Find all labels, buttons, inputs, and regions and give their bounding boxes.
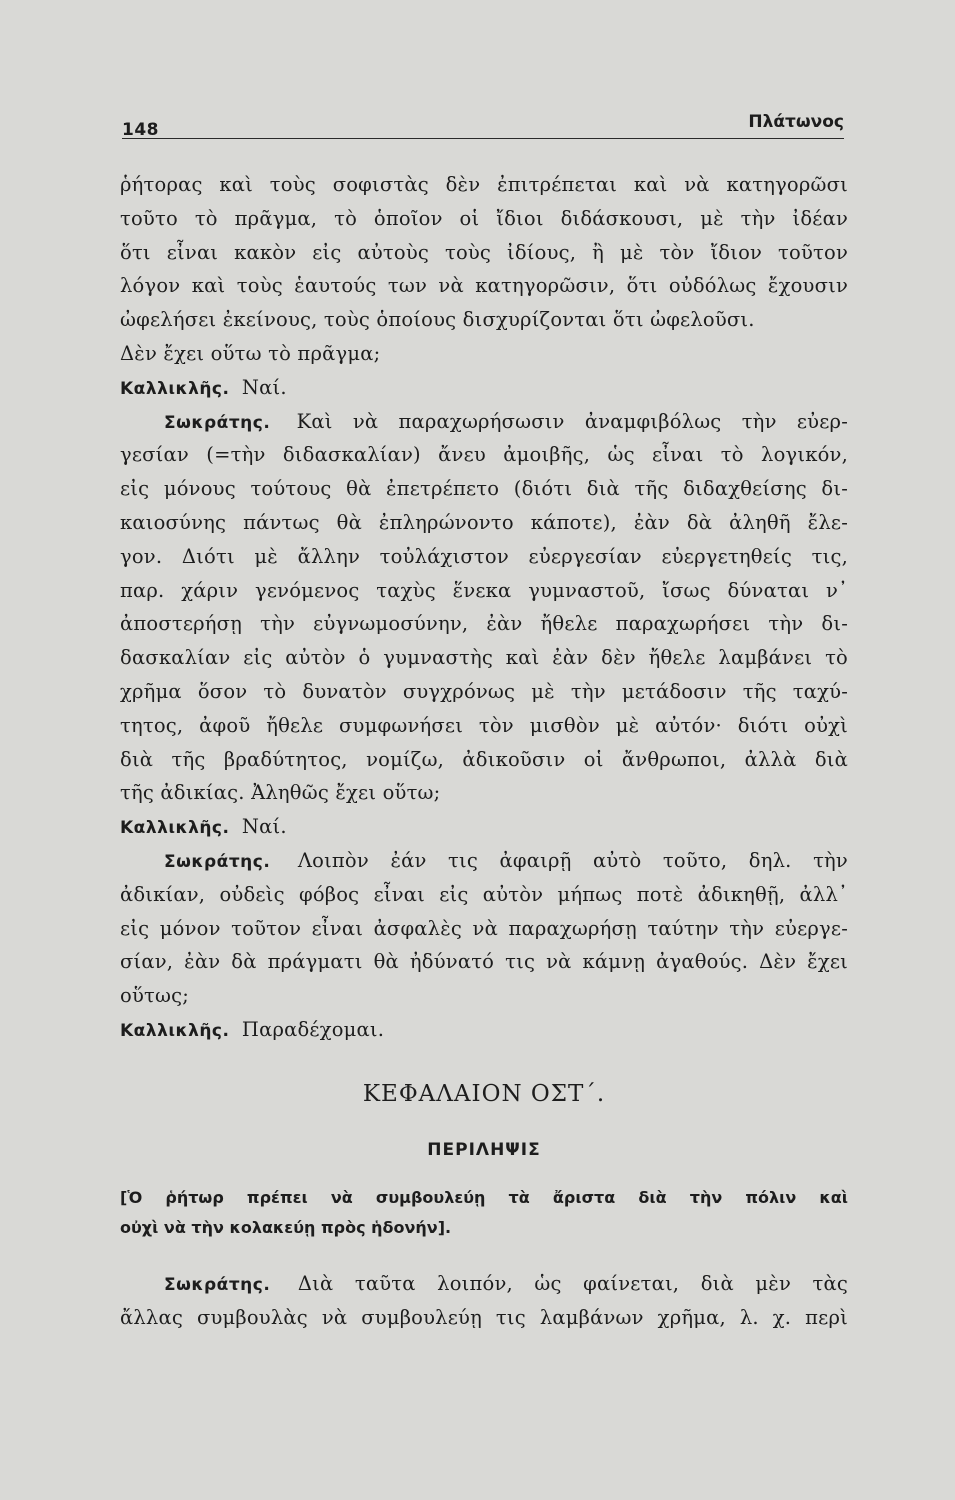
speaker-name: Καλλικλῆς. [120,1020,230,1041]
summary-title: ΠΕΡΙΛΗΨΙΣ [427,1139,541,1160]
text-line: ἄλλας συμβουλὰς νὰ συμβουλεύῃ τις λαμβάνων χρῆμα, λ. χ. περὶ [120,1305,848,1329]
summary-line: [Ὁ ῥήτωρ πρέπει νὰ συμβουλεύῃ τὰ ἄριστα διὰ τὴν πόλιν καὶ [120,1187,848,1207]
text-line: τητος, ἀφοῦ ἤθελε συμφωνήσει τὸν μισθὸν μὲ αὐτόν· διότι οὐχὶ [120,713,848,737]
summary-line: οὐχὶ νὰ τὴν κολακεύῃ πρὸς ἡδονήν]. [120,1217,452,1237]
text-line: ὅτι εἶναι κακὸν εἰς αὐτοὺς τοὺς ἰδίους, ἢ μὲ τὸν ἴδιον τοῦτον [120,240,848,264]
speech-text: Ναί. [241,815,287,839]
speech-text: Διὰ ταῦτα λοιπόν, ὡς φαίνεται, διὰ μὲν τὰς [297,1271,848,1295]
page-header [122,104,844,139]
text-line: οὕτως; [120,984,189,1008]
text-line: σίαν, ἐὰν δὰ πράγματι θὰ ἠδύνατό τις νὰ κάμνῃ ἀγαθούς. Δὲν ἔχει [120,950,848,974]
speech-text: Καὶ νὰ παραχωρήσωσιν ἀναμφιβόλως τὴν εὐερ- [296,409,848,433]
speaker-name: Καλλικλῆς. [120,818,230,839]
chapter-title: ΚΕΦΑΛΑΙΟΝ ΟΣΤ΄. [362,1080,606,1107]
speech-text: Λοιπὸν ἐάν τις ἀφαιρῇ αὐτὸ τοῦτο, δηλ. τὴν [297,848,848,872]
text-line: καιοσύνης πάντως θὰ ἐπληρώνοντο κάποτε), ἐὰν δὰ ἀληθῆ ἔλε- [120,510,848,534]
running-head: Πλάτωνος [748,112,844,132]
page-number: 148 [122,120,159,140]
speech-text: Ναί. [241,375,287,399]
dialogue-line [120,1013,848,1047]
text-line: εἰς μόνους τούτους θὰ ἐπετρέπετο (διότι διὰ τῆς διδαχθείσης δι- [120,477,848,501]
speaker-name: Σωκράτης. [164,851,271,872]
speaker-name: Καλλικλῆς. [120,378,230,399]
dialogue-line [120,844,848,878]
dialogue-line [120,810,848,844]
text-line: ῥήτορας καὶ τοὺς σοφιστὰς δὲν ἐπιτρέπεται καὶ νὰ κατηγορῶσι [120,173,848,196]
text-line: χρῆμα ὅσον τὸ δυνατὸν συγχρόνως μὲ τὴν μετάδοσιν τῆς ταχύ- [120,679,848,703]
text-line: διὰ τῆς βραδύτητος, νομίζω, ἀδικοῦσιν οἱ ἄνθρωποι, ἀλλὰ διὰ [120,747,848,771]
summary [120,1183,848,1243]
text-line: τῆς ἀδικίας. Ἀληθῶς ἔχει οὕτω; [120,781,441,805]
text-line: τοῦτο τὸ πρᾶγμα, τὸ ὁποῖον οἱ ἴδιοι διδάσκουσι, μὲ τὴν ἰδέαν [120,206,848,230]
dialogue-line [120,405,848,439]
text-line: γον. Διότι μὲ ἄλλην τοὐλάχιστον εὐεργεσίαν εὐεργετηθείς τις, [120,544,848,568]
text-line: ὠφελήσει ἐκείνους, τοὺς ὁποίους δισχυρίζονται ὅτι ὠφελοῦσι. [120,308,755,332]
text-line: ἀδικίαν, οὐδεὶς φόβος εἶναι εἰς αὐτὸν μήπως ποτὲ ἀδικηθῇ, ἀλλ᾽ [120,882,848,906]
text-line: εἰς μόνον τοῦτον εἶναι ἀσφαλὲς νὰ παραχωρήσῃ ταύτην τὴν εὐεργε- [120,916,848,940]
body-text [120,168,848,1334]
dialogue-line [120,371,848,405]
text-line: γεσίαν (=τὴν διδασκαλίαν) ἄνευ ἀμοιβῆς, ὡς εἶναι τὸ λογικόν, [120,443,848,467]
text-line: λόγον καὶ τοὺς ἑαυτούς των νὰ κατηγορῶσιν, ὅτι οὐδόλως ἔχουσιν [120,274,848,298]
text-line: παρ. χάριν γενόμενος ταχὺς ἕνεκα γυμναστοῦ, ἴσως δύναται ν᾽ [120,578,848,602]
speaker-name: Σωκράτης. [164,1274,271,1295]
dialogue-line [120,1267,848,1301]
speaker-name: Σωκράτης. [164,412,271,433]
text-line: δασκαλίαν εἰς αὐτὸν ὁ γυμναστὴς καὶ ἐὰν δὲν ἤθελε λαμβάνει τὸ [120,646,848,670]
text-line: Δὲν ἔχει οὕτω τὸ πρᾶγμα; [120,341,381,365]
speech-text: Παραδέχομαι. [241,1017,385,1041]
text-line: ἀποστερήσῃ τὴν εὐγνωμοσύνην, ἐὰν ἤθελε παραχωρήσει τὴν δι- [120,612,848,636]
dialogue-block [120,1267,848,1335]
